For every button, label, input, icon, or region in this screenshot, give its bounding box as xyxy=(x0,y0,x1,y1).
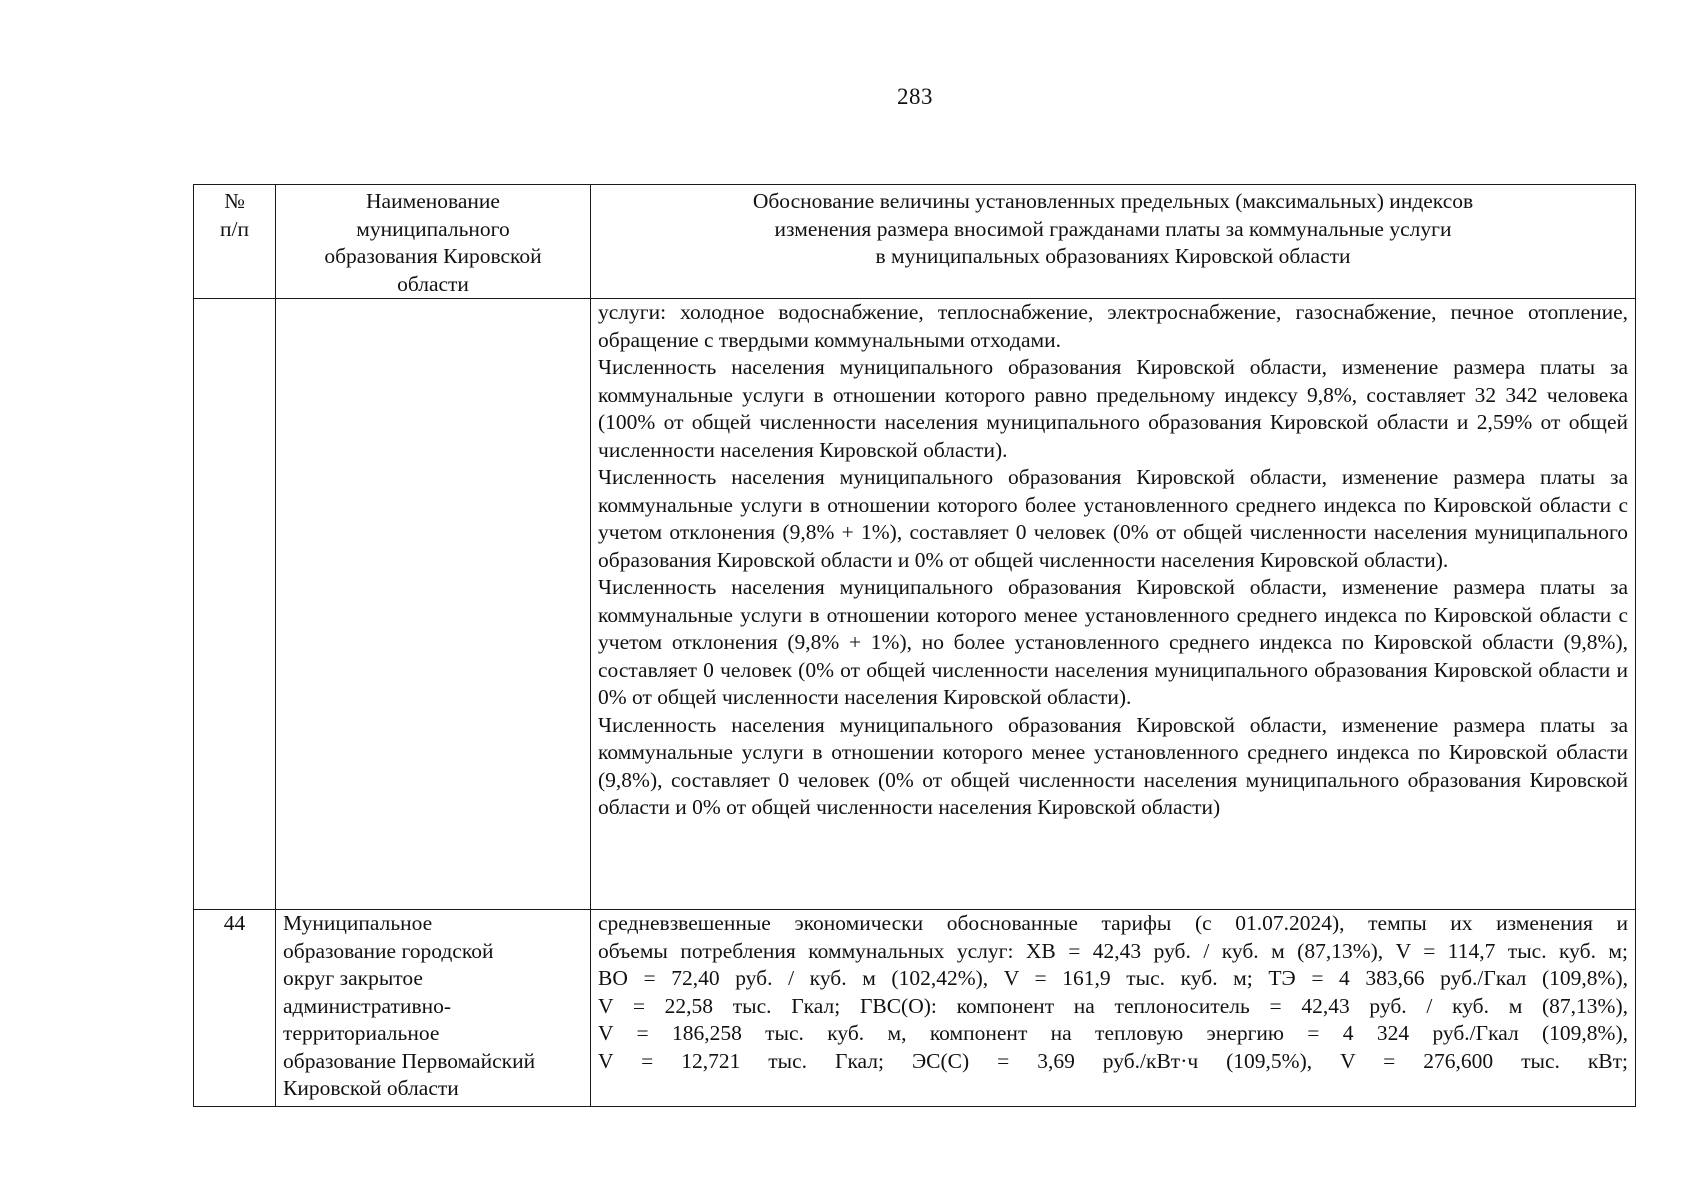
name-line: Муниципальное xyxy=(283,911,433,935)
table-row xyxy=(194,299,1636,910)
header-num-line: п/п xyxy=(220,216,249,241)
header-name-line: области xyxy=(397,271,469,296)
name-line: территориальное xyxy=(283,1021,440,1045)
cell-justification xyxy=(591,910,1636,1107)
justification-line: средневзвешенные экономически обоснованные тарифы (с 01.07.2024), темпы их изменения и xyxy=(598,911,1628,935)
table-header-row xyxy=(194,185,1636,299)
header-name-line: Наименование xyxy=(366,189,500,213)
justification-line: V = 186,258 тыс. куб. м, компонент на тепловую энергию = 4 324 руб./Гкал (109,8%), xyxy=(598,1021,1628,1045)
cell-name xyxy=(276,910,591,1107)
header-name-line: муниципального xyxy=(356,216,510,241)
cell-num: 44 xyxy=(194,910,276,1107)
justification-paragraph: Численность населения муниципального образования Кировской области, изменение размера платы за коммунальные услуги в отношении которого равно предельному индексу 9,8%, составляет 32 342 человека (100% от общей численности населения муниципального образования Кировской области и 2,59% от общей численности населения Кировской области). xyxy=(598,355,1628,462)
justification-line: V = 22,58 тыс. Гкал; ГВС(О): компонент на теплоноситель = 42,43 руб. / куб. м (87,13%), xyxy=(598,993,1628,1018)
justification-line: V = 12,721 тыс. Гкал; ЭС(С) = 3,69 руб./кВт·ч (109,5%), V = 276,600 тыс. кВт; xyxy=(598,1048,1628,1073)
cell-justification xyxy=(591,299,1636,910)
justification-paragraph: услуги: холодное водоснабжение, теплоснабжение, электроснабжение, газоснабжение, печное отопление, обращение с твердыми коммунальными отходами. xyxy=(598,300,1628,352)
name-line: административно- xyxy=(283,993,452,1018)
justification-paragraph: Численность населения муниципального образования Кировской области, изменение размера платы за коммунальные услуги в отношении которого менее установленного среднего индекса по Кировской области (9,8%), составляет 0 человек (0% от общей численности населения муниципального образования Кировской области и 0% от общей численности населения Кировской области) xyxy=(598,712,1628,819)
justification-paragraph: Численность населения муниципального образования Кировской области, изменение размера платы за коммунальные услуги в отношении которого менее установленного среднего индекса по Кировской области с учетом отклонения (9,8% + 1%), но более установленного среднего индекса по Кировской области (9,8%), составляет 0 человек (0% от общей численности населения муниципального образования Кировской области и 0% от общей численности населения Кировской области). xyxy=(598,575,1628,709)
name-line: образование Первомайский xyxy=(283,1048,536,1073)
name-line: образование городской xyxy=(283,938,494,963)
cell-name xyxy=(276,299,591,910)
header-justification-line: в муниципальных образованиях Кировской области xyxy=(875,244,1351,268)
justification-paragraph: Численность населения муниципального образования Кировской области, изменение размера платы за коммунальные услуги в отношении которого более установленного среднего индекса по Кировской области с учетом отклонения (9,8% + 1%), составляет 0 человек (0% от общей численности населения муниципального образования Кировской области и 0% от общей численности населения Кировской области). xyxy=(598,465,1628,572)
name-line: Кировской области xyxy=(283,1076,459,1100)
table-row xyxy=(194,910,1636,1107)
header-justification-line: изменения размера вносимой гражданами платы за коммунальные услуги xyxy=(774,216,1452,241)
header-num-line: № xyxy=(224,189,245,213)
header-justification-line: Обоснование величины установленных предельных (максимальных) индексов xyxy=(752,189,1474,213)
header-name-line: образования Кировской xyxy=(324,244,542,268)
cell-num xyxy=(194,299,276,910)
header-num xyxy=(194,185,276,299)
justification-table xyxy=(193,184,1636,1107)
header-justification xyxy=(591,185,1636,299)
justification-line: объемы потребления коммунальных услуг: ХВ = 42,43 руб. / куб. м (87,13%), V = 114,7 тыс. куб. м; xyxy=(598,938,1628,963)
header-name xyxy=(276,185,591,299)
name-line: округ закрытое xyxy=(283,966,423,990)
justification-line: ВО = 72,40 руб. / куб. м (102,42%), V = 161,9 тыс. куб. м; ТЭ = 4 383,66 руб./Гкал (109,8%), xyxy=(598,966,1628,990)
page-number: 283 xyxy=(897,84,933,109)
